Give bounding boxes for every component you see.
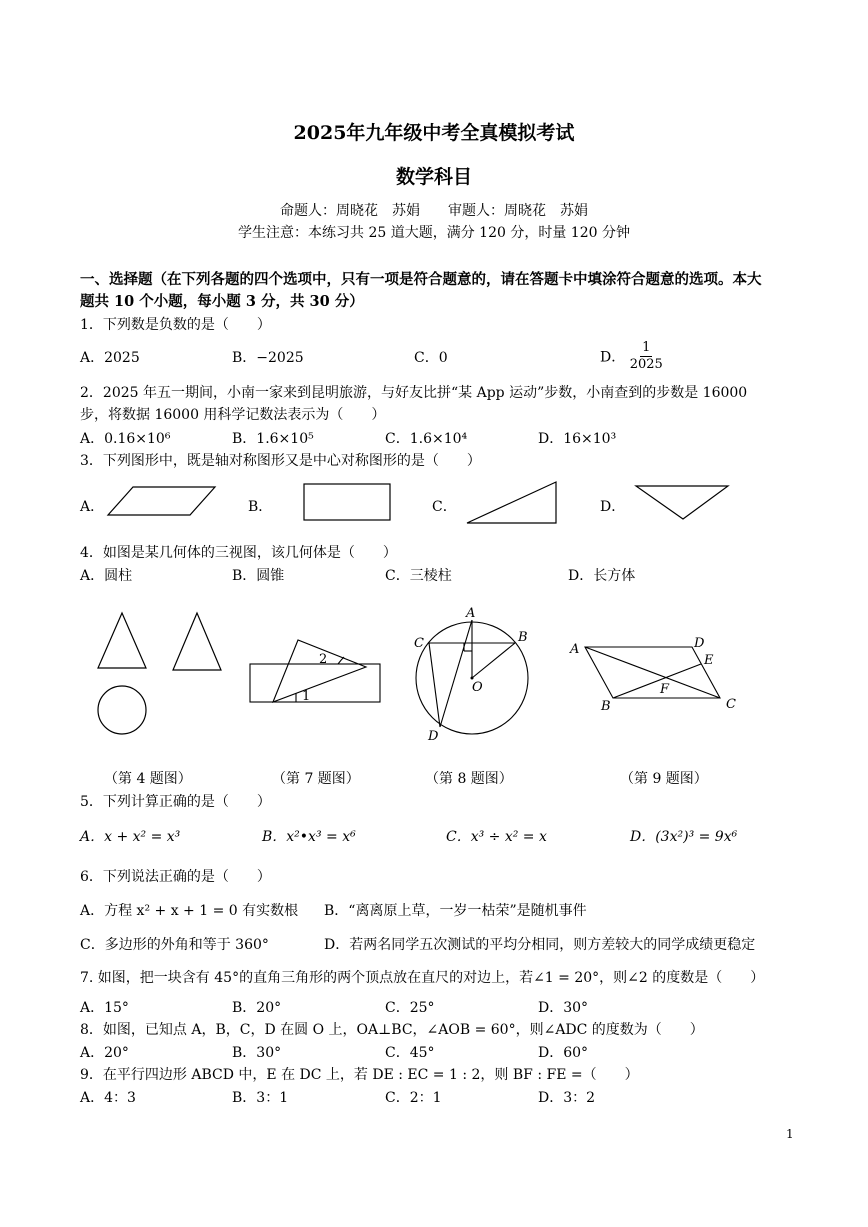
- figure-8-label-c: C: [414, 636, 424, 651]
- caption-figure-4: （第 4 题图）: [104, 771, 192, 787]
- q8-option-a: A．20°: [80, 1045, 129, 1061]
- figure-9-label-c: C: [726, 697, 736, 712]
- q4-option-c: C．三棱柱: [385, 568, 452, 584]
- figure-7-ruler-triangle: [250, 640, 380, 702]
- q6-option-d: D．若两名同学五次测试的平均分相同，则方差较大的同学成绩更稳定: [324, 937, 756, 953]
- q7-option-c: C．25°: [385, 1000, 435, 1016]
- q2-option-b: B．1.6×10⁵: [232, 431, 314, 447]
- q9-option-b: B．3：1: [232, 1090, 289, 1106]
- q6-option-b: B．“离离原上草，一岁一枯荣”是随机事件: [324, 903, 587, 919]
- segment-be: [613, 664, 701, 698]
- section-heading-line2: 题共 10 个小题，每小题 3 分，共 30 分）: [80, 293, 364, 310]
- set-square: [273, 640, 366, 702]
- segment-ob: [472, 643, 515, 678]
- top-view-circle: [98, 686, 146, 734]
- q7-option-d: D．30°: [538, 1000, 589, 1016]
- q3-option-b: B．: [248, 499, 273, 515]
- figure-8-label-d: D: [428, 729, 439, 744]
- q8-option-c: C．45°: [385, 1045, 435, 1061]
- q9-option-d: D．3：2: [538, 1090, 596, 1106]
- q7-stem: 7. 如图，把一块含有 45°的直角三角形的两个顶点放在直尺的对边上，若∠1 = 20°，则∠2 的度数是（ ）: [80, 970, 765, 986]
- segment-cd: [429, 643, 440, 727]
- figure-9-label-a: A: [570, 642, 580, 657]
- q5-option-a: A．x + x² = x³: [80, 829, 181, 845]
- q1-fraction-denominator: 2025: [629, 357, 663, 372]
- q1-option-c: C．0: [414, 350, 448, 366]
- q4-stem: 4．如图是某几何体的三视图，该几何体是（ ）: [80, 545, 397, 561]
- exam-authors: 命题人：周晓花 苏娟 审题人：周晓花 苏娟: [280, 203, 588, 219]
- q4-option-d: D．长方体: [568, 568, 636, 584]
- q5-stem: 5．下列计算正确的是（ ）: [80, 794, 271, 810]
- figure-9-label-b: B: [601, 699, 611, 714]
- q9-option-a: A．4：3: [80, 1090, 136, 1106]
- figure-9-label-f: F: [660, 682, 670, 697]
- caption-figure-8: （第 8 题图）: [425, 771, 513, 787]
- q4-option-a: A．圆柱: [80, 568, 133, 584]
- q5-option-b: B．x²•x³ = x⁶: [262, 829, 356, 845]
- segment-ad: [440, 620, 472, 727]
- section-heading-line1: 一、选择题（在下列各题的四个选项中，只有一项是符合题意的，请在答题卡中填涂符合题意的选项。本大: [80, 271, 762, 288]
- q8-stem: 8．如图，已知点 A，B，C，D 在圆 O 上，OA⊥BC，∠AOB = 60°，则∠ADC 的度数为（ ）: [80, 1022, 704, 1038]
- q5-option-c: C．x³ ÷ x² = x: [446, 829, 547, 845]
- exam-title: 2025年九年级中考全真模拟考试: [293, 122, 575, 144]
- q7-option-a: A．15°: [80, 1000, 129, 1016]
- q4-option-b: B．圆锥: [232, 568, 285, 584]
- q3-option-a: A．: [80, 499, 105, 515]
- figure-7-angle-1-label: 1: [302, 689, 311, 704]
- q1-fraction-numerator: 1: [642, 340, 651, 355]
- figure-9-parallelogram: [585, 647, 720, 698]
- figure-9-label-e: E: [704, 653, 714, 668]
- q1-option-a: A．2025: [80, 350, 140, 366]
- figure-8-label-a: A: [466, 606, 476, 621]
- exam-notice: 学生注意：本练习共 25 道大题，满分 120 分，时量 120 分钟: [238, 225, 630, 241]
- q1-option-b: B．−2025: [232, 350, 304, 366]
- q6-option-a: A．方程 x² + x + 1 = 0 有实数根: [80, 903, 299, 919]
- q2-option-a: A．0.16×10⁶: [80, 431, 171, 447]
- q3-stem: 3．下列图形中，既是轴对称图形又是中心对称图形的是（ ）: [80, 453, 481, 469]
- front-view-triangle: [98, 613, 146, 668]
- q5-option-d: D．(3x²)³ = 9x⁶: [630, 829, 738, 845]
- q1-stem: 1．下列数是负数的是（ ）: [80, 317, 271, 333]
- figure-8-label-o: O: [472, 680, 483, 695]
- q6-option-c: C．多边形的外角和等于 360°: [80, 937, 269, 953]
- q2-stem-line1: 2．2025 年五一期间，小南一家来到昆明旅游，与好友比拼“某 App 运动”步数，小南查到的步数是 16000: [80, 385, 748, 401]
- q2-option-d: D．16×10³: [538, 431, 617, 447]
- q7-option-b: B．20°: [232, 1000, 282, 1016]
- caption-figure-9: （第 9 题图）: [620, 771, 708, 787]
- angle-2-arc: [338, 657, 344, 664]
- q9-stem: 9．在平行四边形 ABCD 中，E 在 DC 上，若 DE : EC = 1 : 2，则 BF : FE =（ ）: [80, 1067, 639, 1083]
- q3-option-c: C．: [432, 499, 457, 515]
- figure-4-three-views: [98, 613, 221, 734]
- q8-option-d: D．60°: [538, 1045, 589, 1061]
- q8-option-b: B．30°: [232, 1045, 282, 1061]
- figure-9-label-d: D: [694, 636, 705, 651]
- exam-subject: 数学科目: [395, 166, 472, 188]
- ruler: [250, 664, 380, 702]
- diagonal-ac: [585, 647, 720, 698]
- q6-stem: 6．下列说法正确的是（ ）: [80, 869, 271, 885]
- q3-option-d: D．: [600, 499, 626, 515]
- q2-option-c: C．1.6×10⁴: [385, 431, 468, 447]
- q2-stem-line2: 步，将数据 16000 用科学记数法表示为（ ）: [80, 407, 386, 423]
- page-number: 1: [786, 1127, 794, 1141]
- figure-8-label-b: B: [518, 630, 528, 645]
- q9-option-c: C．2：1: [385, 1090, 442, 1106]
- q1-option-d-label: D．: [600, 349, 626, 366]
- caption-figure-7: （第 7 题图）: [272, 771, 360, 787]
- side-view-triangle: [173, 613, 221, 670]
- figure-7-angle-2-label: 2: [319, 652, 328, 667]
